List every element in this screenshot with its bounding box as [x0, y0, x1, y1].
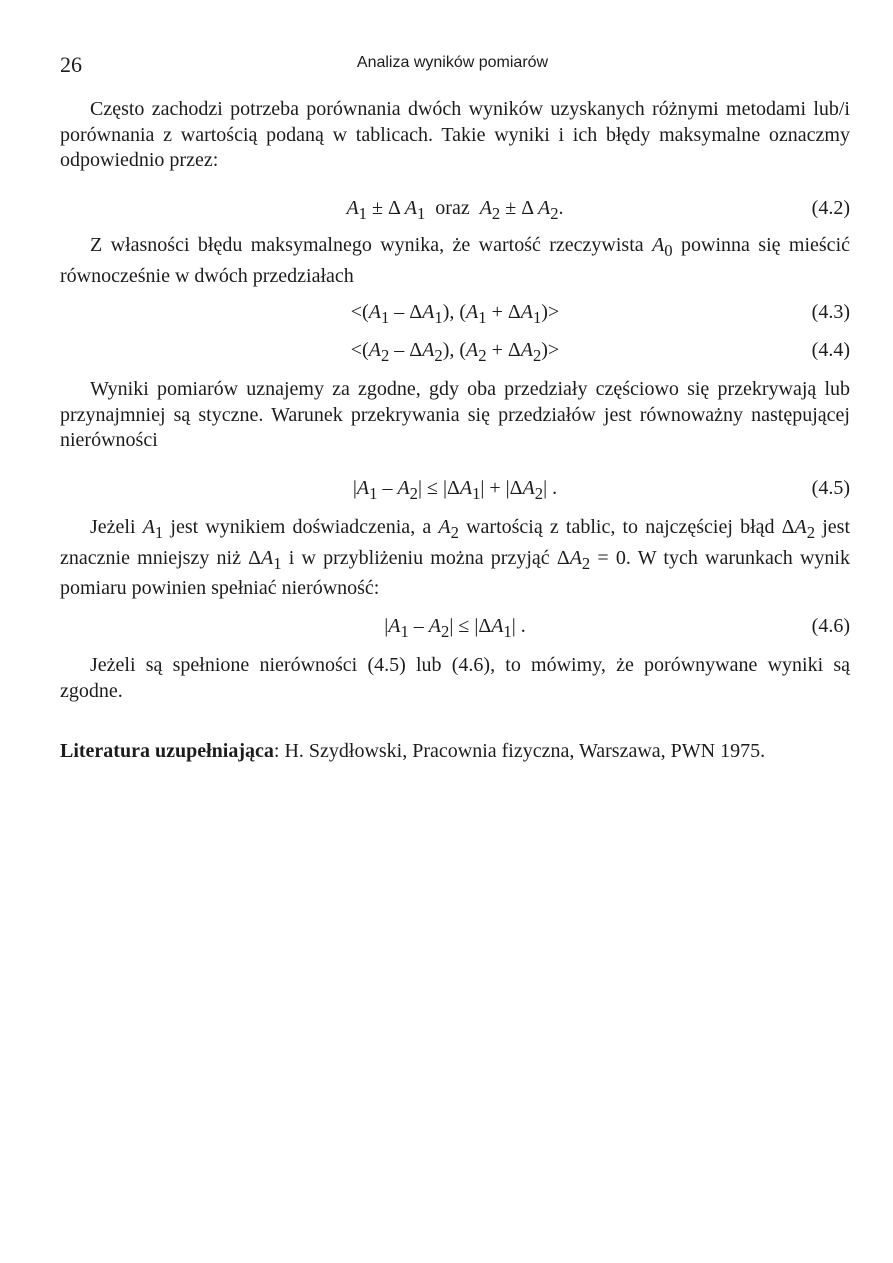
equation-4-4	[60, 339, 850, 365]
equation-number: (4.4)	[811, 339, 850, 361]
paragraph-agreement: Wyniki pomiarów uznajemy za zgodne, gdy oba przedziały częściowo się przekrywają lub przynajmniej są styczne. Warunek przekrywania się przedziałów jest równoważny następującej nierówności	[60, 378, 850, 451]
equation-body: $<(A_2 - \Delta A_2)$, $(A_2 + \Delta A_2)>$	[350, 339, 560, 365]
equation-number: (4.2)	[811, 197, 850, 219]
equation-4-5	[60, 477, 850, 503]
equation-4-6	[60, 615, 850, 641]
equation-4-2	[60, 197, 850, 223]
literature-note: Literatura uzupełniająca: H. Szydłowski, Pracownia fizyczna, Warszawa, PWN 1975.	[60, 740, 766, 762]
literature-reference: H. Szydłowski, Pracownia fizyczna, Warszawa, PWN 1975.	[279, 740, 766, 762]
equation-body: $|A_1 - A_2| \le |\Delta A_1| + |\Delta A_2|$ .	[352, 477, 558, 503]
paragraph-conclusion: Jeżeli są spełnione nierówności (4.5) lub (4.6), to mówimy, że porównywane wyniki są zgodne.	[60, 654, 850, 702]
equation-body: $<(A_1 - \Delta A_1)$, $(A_1 + \Delta A_1)>$	[350, 301, 560, 327]
paragraph-intro: Często zachodzi potrzeba porównania dwóch wyników uzyskanych różnymi metodami lub/i porównania z wartością podaną w tablicach. Takie wyniki i ich błędy maksymalne oznaczmy odpowiednio przez:	[60, 98, 850, 171]
literature-label: Literatura uzupełniająca	[60, 740, 274, 762]
equation-number: (4.6)	[811, 615, 850, 637]
page-header	[60, 52, 845, 78]
equation-number: (4.3)	[811, 301, 850, 323]
paragraph-experiment: Jeżeli $A_1$ jest wynikiem doświadczenia, a $A_2$ wartością z tablic, to najczęściej błąd $\Delta A_2$ jest znacznie mniejszy niż $\Delta A_1$ i w przybliżeniu można przyjąć $\Delta A_2 = 0$. W tych warunkach wynik pomiaru powinien spełniać nierówność:	[60, 516, 851, 599]
equation-body: $|A_1 - A_2| \le |\Delta A_1|$ .	[384, 615, 526, 641]
paragraph-intervals: Z własności błędu maksymalnego wynika, że wartość rzeczywista $A_0$ powinna się mieścić równocześnie w dwóch przedziałach	[60, 234, 850, 287]
running-title: Analiza wyników pomiarów	[356, 54, 549, 71]
equation-body: $A_1 \pm \Delta$ $A_1$ oraz $A_2 \pm \Delta$ $A_2$.	[346, 197, 564, 223]
equation-number: (4.5)	[811, 477, 850, 499]
page-number: 26	[60, 52, 82, 77]
equation-4-3	[60, 301, 850, 327]
